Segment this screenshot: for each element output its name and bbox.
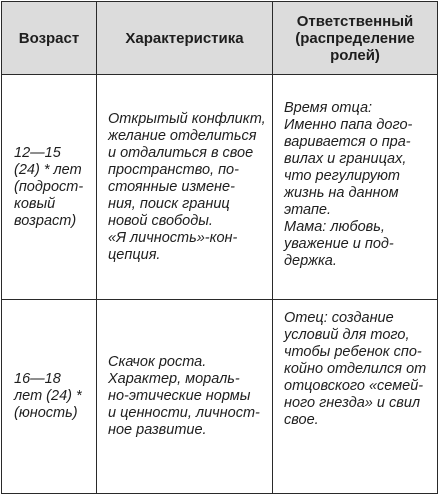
row-2-characteristic-text: Скачок роста. Характер, мораль- но-этические нормы и ценности, личност- ное развитие. bbox=[108, 354, 260, 438]
table-row-1-age bbox=[14, 75, 96, 299]
header-characteristic-label: Характеристика bbox=[125, 29, 244, 47]
row-1-age-text: 12—15 (24) * лет (подрост- ковый возраст) bbox=[14, 144, 84, 229]
header-age bbox=[2, 2, 96, 74]
row-2-age-text: 16—18 лет (24) * (юность) bbox=[14, 371, 82, 421]
table-row-2-age bbox=[14, 300, 96, 493]
row-1-characteristic-text: Открытый конфликт, желание отделиться и отдалиться в свое пространство, по- стоянные измене- ния, поиск границ новой свободы. «Я личность»-кон- цепция. bbox=[108, 110, 266, 263]
row-2-responsible-text: Отец: создание условий для того, чтобы ребенок спо- койно отделился от отцовского «семей- ного гнезда» и свил свое. bbox=[284, 310, 427, 428]
row-1-responsible-text: Время отца: Именно папа дого- варивается о пра- вилах и границах, что регулируют жизнь на данном этапе. Мама: любовь, уважение и под- держка. bbox=[284, 100, 413, 269]
header-age-label: Возраст bbox=[18, 29, 80, 47]
header-characteristic bbox=[97, 2, 272, 74]
table-row-1-responsible bbox=[284, 100, 437, 299]
column-divider bbox=[272, 2, 273, 493]
header-responsible-label: Ответственный (распределение ролей) bbox=[295, 12, 415, 64]
table-row-2-characteristic bbox=[108, 300, 272, 493]
column-divider bbox=[96, 2, 97, 493]
age-roles-table bbox=[1, 1, 438, 494]
table-row-2-responsible bbox=[284, 310, 437, 493]
table-row-1-characteristic bbox=[108, 75, 272, 299]
header-responsible bbox=[273, 2, 437, 74]
